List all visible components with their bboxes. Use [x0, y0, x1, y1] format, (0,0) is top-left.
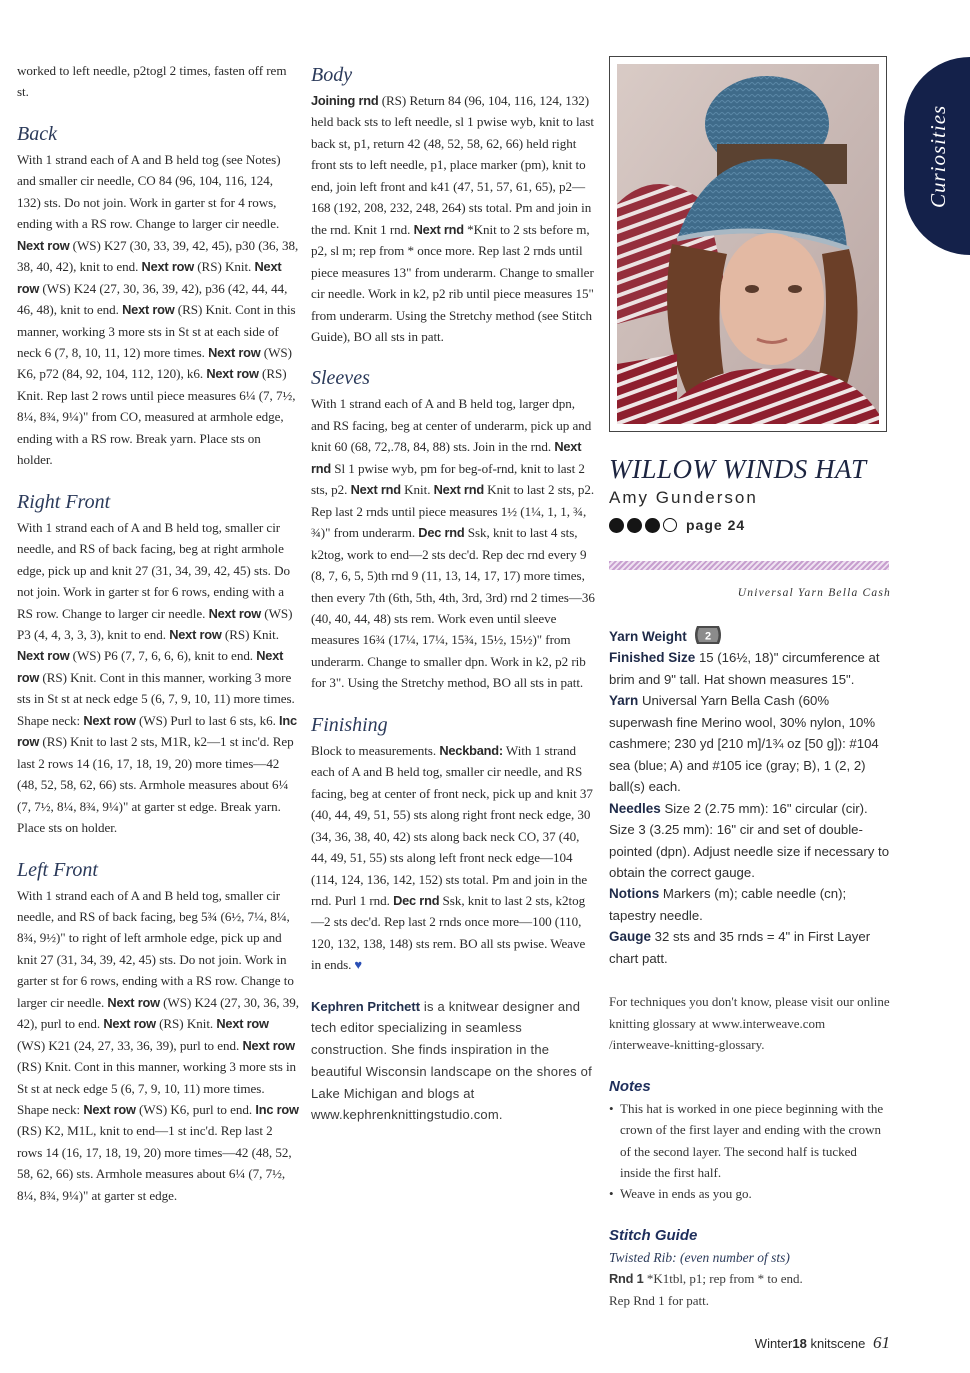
decorative-divider: [609, 561, 889, 570]
designer-name: Amy Gunderson: [609, 488, 758, 507]
notes-list: [609, 1098, 891, 1205]
back-instructions: With 1 strand each of A and B held tog (see Notes) and smaller cir needle, CO 84 (96, 104, 116, 124, 132) sts. Do not join. Work in garter st for 4 rows, ending with a RS row. Change to larger cir needle. Next row (WS) K27 (30, 33, 39, 42, 45), p30 (36, 38, 38, 40, 42), knit to end. Next row (RS) Knit. Next row (WS) K24 (27, 30, 36, 39, 42), p36 (42, 44, 44, 46, 48), knit to end. Next row (RS) Knit. Cont in this manner, working 3 more sts in St st at each side of neck 6 (7, 8, 10, 11, 12) more times. Next row (WS) K6, p72 (84, 92, 104, 112, 120), k6. Next row (RS) Knit. Rep last 2 rows until piece measures 6¼ (7, 7½, 8¼, 8¾, 9¼)" from CO, measured at armhole edge, ending with a RS row. Break yarn. Place sts on holder.: [17, 151, 299, 468]
left-front-instructions: With 1 strand each of A and B held tog, smaller cir needle, and RS of back facing, beg 5¾ (6½, 7¼, 8¼, 8¾, 9½)" to right of left armhole edge, pick up and knit 27 (31, 34, 39, 42, 45) sts. Do not join. Work in garter st for 6 rows, ending with a RS row. Change to larger cir needle. Next row (WS) K24 (27, 30, 36, 39, 42), purl to end. Next row (RS) Knit. Next row (WS) K21 (24, 27, 33, 36, 39), purl to end. Next row (RS) Knit. Cont in this manner, working 3 more sts in St st at neck edge 5 (6, 7, 9, 10, 11) more times. Shape neck: Next row (WS) K6, purl to end. Inc row (RS) K2, M1L, knit to end—1 st inc'd. Rep last 2 rows 14 (16, 17, 18, 19, 20) more times—42 (48, 52, 58, 62, 66) sts. Armhole measures about 6¼ (7, 7½, 8¼, 8¾, 9¼)" at garter st edge.: [17, 887, 299, 1203]
yarn-weight-icon: [693, 625, 723, 645]
stitch-guide-title: Stitch Guide: [609, 1226, 698, 1244]
section-title-back: Back: [17, 122, 57, 145]
repeat-instruction: Rep Rnd 1 for patt.: [609, 1292, 710, 1308]
notions-spec: Notions Markers (m); cable needle (cn); tapestry needle.: [609, 886, 847, 923]
needles-spec: Needles Size 2 (2.75 mm): 16" circular (cir). Size 3 (3.25 mm): 16" cir and set of double-pointed (dpn). Adjust needle size if necessary to obtain the correct gauge.: [609, 800, 890, 880]
section-title-right-front: Right Front: [17, 490, 111, 513]
skill-dot-empty-icon: [663, 518, 677, 532]
page-reference: page 24: [686, 517, 746, 533]
page-footer: [755, 1333, 890, 1353]
heart-icon: ♥: [354, 957, 363, 973]
skill-dot-filled-icon: [609, 518, 624, 533]
list-item: • This hat is worked in one piece beginning with the crown of the first layer and ending with the crown of the second layer. The second half is tucked inside the first half.: [609, 1098, 891, 1184]
finished-size: Finished Size 15 (16½, 18)" circumference at brim and 9" tall. Hat shown measures 15".: [609, 650, 880, 687]
photo-illustration: [617, 64, 879, 424]
yarn-credit: Universal Yarn Bella Cash: [737, 587, 891, 599]
page-number: 61: [873, 1333, 890, 1352]
intro-text: worked to left needle, p2togl 2 times, fasten off rem st.: [17, 63, 287, 100]
sleeves-instructions: With 1 strand each of A and B held tog, larger dpn, and RS facing, beg at center of underarm, pick up and knit 60 (68, 72,.78, 84, 88) sts. Join in the rnd. Next rnd Sl 1 pwise wyb, pm for beg-of-rnd, knit to last 2 sts, p2. Next rnd Knit. Next rnd Knit to last 2 sts, p2. Rep last 2 rnds until piece measures 1½ (1¼, 1, 1, ¾, ¾)" from underarm. Dec rnd Ssk, knit to last 4 sts, k2tog, work to end—2 sts dec'd. Rep dec rnd every 9 (8, 7, 6, 5, 5)th rnd 9 (11, 13, 14, 17, 17) more times, then every 7th (6th, 5th, 4th, 3rd, 3rd) rnd 2 times—36 (40, 40, 44, 48) sts rem. Work even until sleeve measures 16¾ (17¼, 17¼, 15¾, 15½, 15½)" from underarm. Change to smaller dpn. Work in k2, p2 rib for 3". Using the Stretchy method, BO all sts in patt.: [311, 396, 595, 691]
finishing-instructions: Block to measurements. Neckband: With 1 strand each of A and B held tog, smaller cir needle, and RS facing, beg at center of front neck, pick up and knit 37 (40, 44, 49, 51, 55) sts along right front neck edge, 30 (34, 36, 38, 40, 42) sts along back neck CO, 37 (40, 44, 49, 51, 55) sts along left front neck edge—104 (114, 124, 136, 142, 152) sts total. Pm and join in the rnd. Purl 1 rnd. Dec rnd Ssk, knit to last 2 sts, k2tog—2 sts dec'd. Rep last 2 rnds once more—100 (110, 120, 132, 138, 148) sts rem. BO all sts pwise. Weave in ends. ♥: [311, 742, 593, 973]
skill-dot-filled-icon: [627, 518, 642, 533]
techniques-note: For techniques you don't know, please visit our online knitting glossary at www.interweave.com /interweave-knitting-glossary.: [609, 994, 890, 1053]
yarn-weight: Yarn Weight 2: [609, 625, 891, 647]
yarn-spec: Yarn Universal Yarn Bella Cash (60% superwash fine Merino wool, 30% nylon, 10% cashmere; 230 yd [210 m]/1¾ oz [50 g]): #104 sea (blue; A) and #105 ice (gray; B), 1 (2, 2) ball(s) each.: [609, 693, 879, 795]
column-left: [17, 60, 299, 1206]
yarn-weight-number: 2: [704, 630, 711, 643]
section-title-finishing: Finishing: [311, 713, 388, 736]
footer-year: 18: [792, 1336, 807, 1351]
section-title-left-front: Left Front: [17, 858, 98, 881]
section-tab-label: Curiosities: [926, 104, 950, 208]
rnd-1-instruction: Rnd 1 *K1tbl, p1; rep from * to end.: [609, 1271, 803, 1287]
right-front-instructions: With 1 strand each of A and B held tog, smaller cir needle, and RS of back facing, beg at right armhole edge, pick up and knit 27 (31, 34, 39, 42, 45) sts. Do not join. Work in garter st for 6 rows, ending with a RS row. Change to larger cir needle. Next row (WS) P3 (4, 4, 3, 3, 3), knit to end. Next row (RS) Knit. Next row (WS) P6 (7, 7, 6, 6, 6), knit to end. Next row (RS) Knit. Cont in this manner, working 3 more sts in St st at neck edge 5 (6, 7, 9, 10, 11) more times. Shape neck: Next row (WS) Purl to last 6 sts, k6. Inc row (RS) Knit to last 2 sts, M1R, k2—1 st inc'd. Rep last 2 rows 14 (16, 17, 18, 19, 20) more times—42 (48, 52, 58, 62, 66) sts. Armhole measures about 6¼ (7, 7½, 8¼, 8¾, 9¼)" at garter st edge. Break yarn. Place sts on holder.: [17, 519, 297, 836]
column-middle: [311, 60, 595, 1126]
section-title-sleeves: Sleeves: [311, 367, 370, 390]
notes-title: Notes: [609, 1077, 651, 1095]
section-tab: [904, 57, 970, 255]
footer-magazine: knitscene: [806, 1336, 866, 1351]
footer-issue: Winter: [754, 1336, 793, 1351]
section-title-body: Body: [311, 64, 353, 86]
list-item: • Weave in ends as you go.: [609, 1183, 891, 1204]
designer-bio: Kephren Pritchett is a knitwear designer and tech editor specializing in seamless construction. She finds inspiration in the beautiful Wisconsin landscape on the shores of Lake Michigan and blogs at www.kephrenknittingstudio.com.: [311, 998, 592, 1123]
hat-photo: [609, 56, 887, 432]
twisted-rib-heading: Twisted Rib: (even number of sts): [609, 1249, 790, 1265]
body-instructions: Joining rnd (RS) Return 84 (96, 104, 116, 124, 132) held back sts to left needle, sl 1 pwise wyb, knit to last back st, p1, return 42 (48, 52, 58, 62, 66) held right front sts to left needle, p1, place marker (pm), knit to end, join left front and k41 (47, 51, 57, 61, 65), p2—168 (192, 208, 232, 248, 264) sts total. Pm and join in the rnd. Knit 1 rnd. Next rnd *Knit to 2 sts before m, p2, sl m; rep from * once more. Rep last 2 rnds until piece measures 13" from underarm. Change to smaller cir needle. Work in k2, p2 rib until piece measures 15" from underarm. Using the Stretchy method (see Stitch Guide), BO all sts in patt.: [311, 93, 594, 344]
skill-dot-filled-icon: [645, 518, 660, 533]
skill-level: [609, 515, 891, 535]
column-right: [609, 60, 891, 1311]
pattern-title: WILLOW WINDS HAT: [609, 454, 867, 484]
gauge-spec: Gauge 32 sts and 35 rnds = 4" in First Layer chart patt.: [609, 929, 871, 966]
